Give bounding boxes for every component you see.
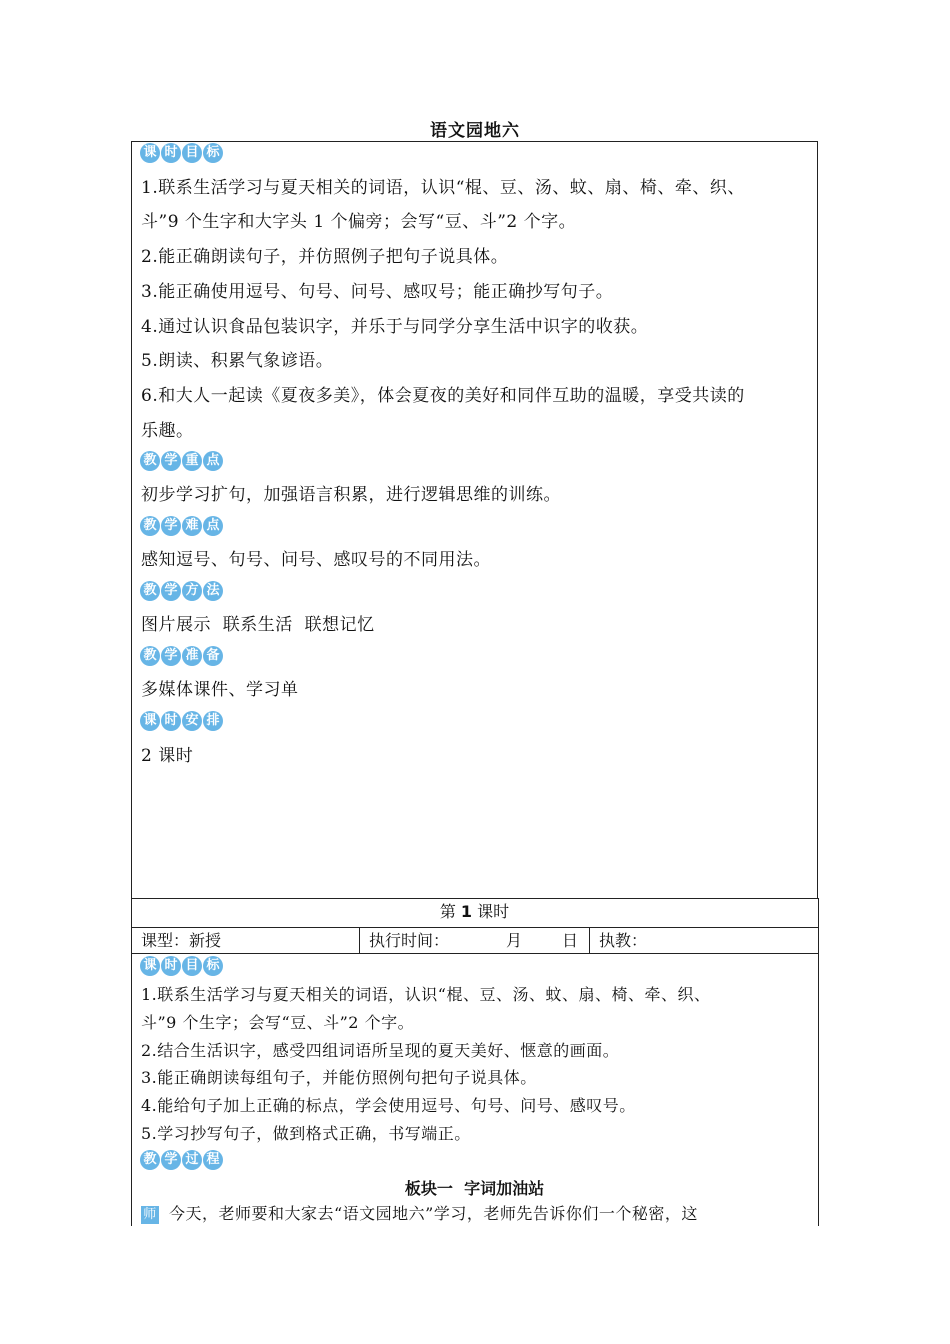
goal-line: 3.能正确使用逗号、句号、问号、感叹号；能正确抄写句子。 <box>141 282 614 302</box>
goal-line: 4.通过认识食品包装识字，并乐于与同学分享生活中识字的收获。 <box>141 317 649 337</box>
teacher-mark-icon: 师 <box>141 1206 159 1224</box>
lesson-goals-badge: 课 时 目 标 <box>140 956 223 976</box>
lesson-goal-line: 4.能给句子加上正确的标点，学会使用逗号、句号、问号、感叹号。 <box>141 1096 636 1115</box>
difficulty-text: 感知逗号、句号、问号、感叹号的不同用法。 <box>141 550 491 570</box>
lesson-goal-line: 斗”9 个生字；会写“豆、斗”2 个字。 <box>141 1013 415 1032</box>
goals-badge: 课 时 目 标 <box>140 143 223 163</box>
document-title: 语文园地六 <box>430 121 520 141</box>
key-points-text: 初步学习扩句，加强语言积累，进行逻辑思维的训练。 <box>141 485 561 505</box>
row-divider <box>131 953 818 954</box>
preparation-badge: 教 学 准 备 <box>140 646 223 666</box>
schedule-text: 2 课时 <box>141 746 194 766</box>
method-badge: 教 学 方 法 <box>140 581 223 601</box>
col-divider <box>589 927 590 953</box>
lesson-goal-line: 1.联系生活学习与夏天相关的词语，认识“棍、豆、汤、蚊、扇、椅、牵、织、 <box>141 985 711 1004</box>
month-label: 月 <box>506 931 523 950</box>
lesson-goal-line: 2.结合生活识字，感受四组词语所呈现的夏天美好、惬意的画面。 <box>141 1041 620 1060</box>
goal-line: 6.和大人一起读《夏夜多美》，体会夏夜的美好和同伴互助的温暖，享受共读的 <box>141 386 745 406</box>
goal-line: 斗”9 个生字和大字头 1 个偏旁；会写“豆、斗”2 个字。 <box>141 212 577 232</box>
goal-line: 5.朗读、积累气象谚语。 <box>141 351 334 371</box>
preparation-text: 多媒体课件、学习单 <box>141 680 299 700</box>
lesson-heading: 第 1 课时 <box>439 902 510 921</box>
difficulty-badge: 教 学 难 点 <box>140 516 223 536</box>
schedule-badge: 课 时 安 排 <box>140 711 223 731</box>
teacher-speech: 师 今天，老师要和大家去“语文园地六”学习，老师先告诉你们一个秘密，这 <box>141 1200 809 1228</box>
day-label: 日 <box>562 931 579 950</box>
method-text: 图片展示 联系生活 联想记忆 <box>141 615 375 635</box>
goal-line: 1.联系生活学习与夏天相关的词语，认识“棍、豆、汤、蚊、扇、椅、牵、织、 <box>141 178 745 198</box>
goal-line: 2.能正确朗读句子，并仿照例子把句子说具体。 <box>141 247 509 267</box>
lesson-type: 课型：新授 <box>141 931 222 950</box>
lesson-goal-line: 3.能正确朗读每组句子，并能仿照例句把句子说具体。 <box>141 1068 537 1087</box>
table-right-border <box>818 898 819 1226</box>
key-points-badge: 教 学 重 点 <box>140 451 223 471</box>
section-title: 板块一 字词加油站 <box>404 1179 545 1198</box>
lesson-goal-line: 5.学习抄写句子，做到格式正确，书写端正。 <box>141 1124 471 1143</box>
process-badge: 教 学 过 程 <box>140 1150 223 1170</box>
goal-line: 乐趣。 <box>141 421 194 441</box>
row-divider <box>131 927 818 928</box>
exec-time-label: 执行时间： <box>369 931 450 950</box>
teacher-label: 执教： <box>599 931 648 950</box>
col-divider <box>359 927 360 953</box>
